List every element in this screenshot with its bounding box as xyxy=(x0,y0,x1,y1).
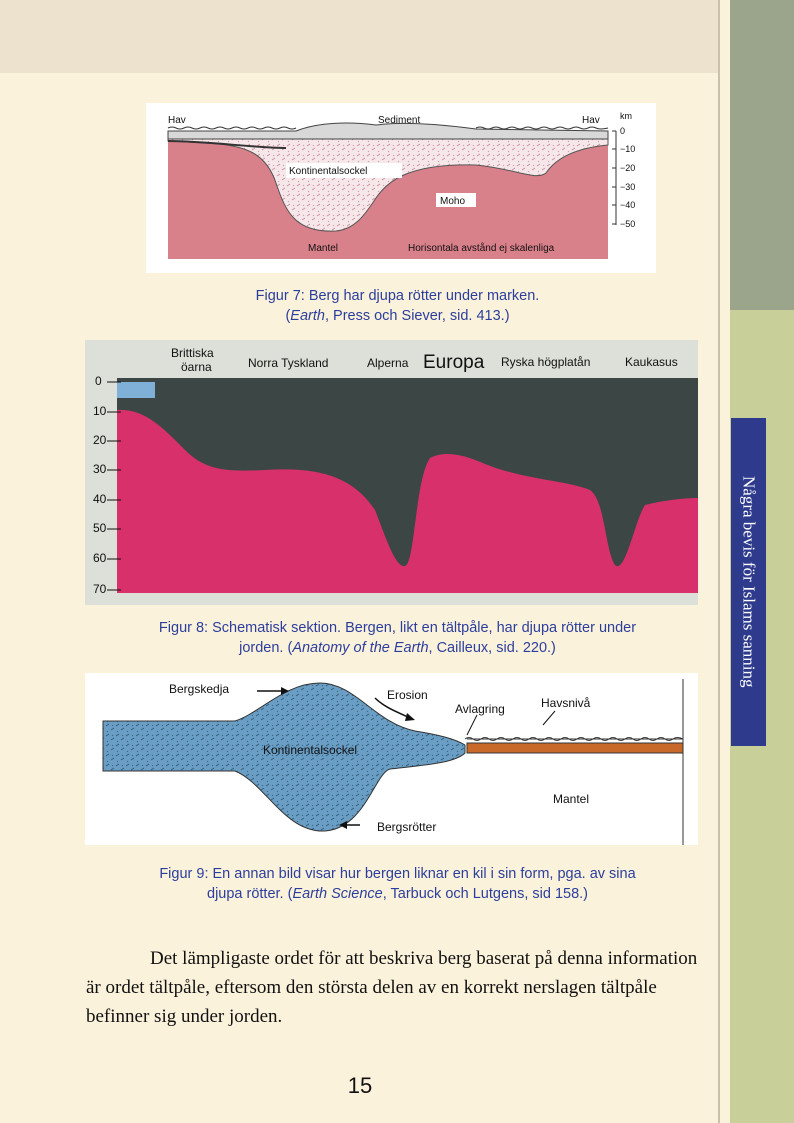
caption-line: Figur 7: Berg har djupa rötter under marken. xyxy=(255,288,540,304)
page-number: 15 xyxy=(347,1073,373,1098)
depth-tick: 10 xyxy=(93,404,107,418)
region-label: Norra Tyskland xyxy=(248,356,329,370)
scale-tick: −50 xyxy=(620,219,636,229)
bergskedja-label: Bergskedja xyxy=(169,682,230,696)
body-paragraph xyxy=(86,944,706,1031)
depth-tick: 0 xyxy=(95,374,102,388)
chapter-side-tab xyxy=(731,418,766,746)
moho-label: Moho xyxy=(440,196,466,207)
caption-paren: ( xyxy=(285,308,291,324)
caption-source-title: Earth Science xyxy=(292,886,383,902)
mantel-label: Mantel xyxy=(553,792,590,806)
region-label: Brittiska xyxy=(171,346,214,360)
caption-line xyxy=(80,638,715,658)
caption-source-rest: , Tarbuck och Lutgens, sid 158.) xyxy=(382,886,588,902)
depth-tick: 70 xyxy=(93,582,107,596)
erosion-label: Erosion xyxy=(387,688,428,702)
caption-line xyxy=(80,884,715,904)
europa-label: Europa xyxy=(423,352,485,373)
edge-texture-top xyxy=(730,0,794,310)
header-band xyxy=(0,0,720,73)
caption-line: Figur 9: En annan bild visar hur bergen liknar en kil i sin form, pga. av sina xyxy=(159,866,636,882)
scale-tick: 0 xyxy=(620,126,626,136)
kontinentalsockel-label: Kontinentalsockel xyxy=(263,743,358,757)
unit-label: km xyxy=(620,111,632,121)
depth-tick: 50 xyxy=(93,521,107,535)
avlagring-label: Avlagring xyxy=(455,702,505,716)
caption-source-rest: , Press och Siever, sid. 413.) xyxy=(324,308,510,324)
caption-line: Figur 8: Schematisk sektion. Bergen, likt en tältpåle, har djupa rötter under xyxy=(158,620,637,636)
kontinentalsockel-label: Kontinentalsockel xyxy=(289,166,368,177)
region-label: öarna xyxy=(181,360,212,374)
caption-line xyxy=(85,306,710,326)
chapter-side-tab-label: Några bevis för Islams sanning xyxy=(739,476,759,688)
figure-7-caption xyxy=(85,286,710,326)
caption-source-rest: , Cailleux, sid. 220.) xyxy=(428,640,556,656)
scale-tick: −40 xyxy=(620,200,636,210)
hav-left-label: Hav xyxy=(168,115,186,126)
scale-tick: −30 xyxy=(620,182,636,192)
hav-right-label: Hav xyxy=(582,115,600,126)
figure-8 xyxy=(85,340,698,605)
region-label: Kaukasus xyxy=(625,355,678,369)
region-label: Ryska högplatån xyxy=(501,355,591,369)
caption-prefix: jorden. ( xyxy=(239,640,293,656)
caption-source-title: Anatomy of the Earth xyxy=(292,640,429,656)
caption-source-title: Earth xyxy=(290,308,325,324)
figure-9 xyxy=(85,673,698,845)
depth-tick: 20 xyxy=(93,433,107,447)
depth-tick: 40 xyxy=(93,492,107,506)
scale-tick: −10 xyxy=(620,144,636,154)
figure-9-caption xyxy=(80,864,715,904)
figure-8-caption xyxy=(80,618,715,658)
bergsrotter-label: Bergsrötter xyxy=(377,820,437,834)
page-edge-rule xyxy=(718,0,720,1123)
depth-tick: 60 xyxy=(93,551,107,565)
figure-7 xyxy=(146,103,656,273)
scale-tick: −20 xyxy=(620,163,636,173)
depth-tick: 30 xyxy=(93,462,107,476)
scale-note: Horisontala avstånd ej skalenliga xyxy=(408,243,555,254)
havsniva-label: Havsnivå xyxy=(541,696,591,710)
mantel-label: Mantel xyxy=(308,243,339,254)
body-paragraph-text: Det lämpligaste ordet för att beskriva berg baserat på denna information är ordet tältpåle, eftersom den största delen av en korrekt nerslagen tältpåle befinner sig under jorden. xyxy=(86,948,698,1027)
caption-prefix: djupa rötter. ( xyxy=(207,886,293,902)
region-label: Alperna xyxy=(367,356,409,370)
sediment-label: Sediment xyxy=(378,115,421,126)
